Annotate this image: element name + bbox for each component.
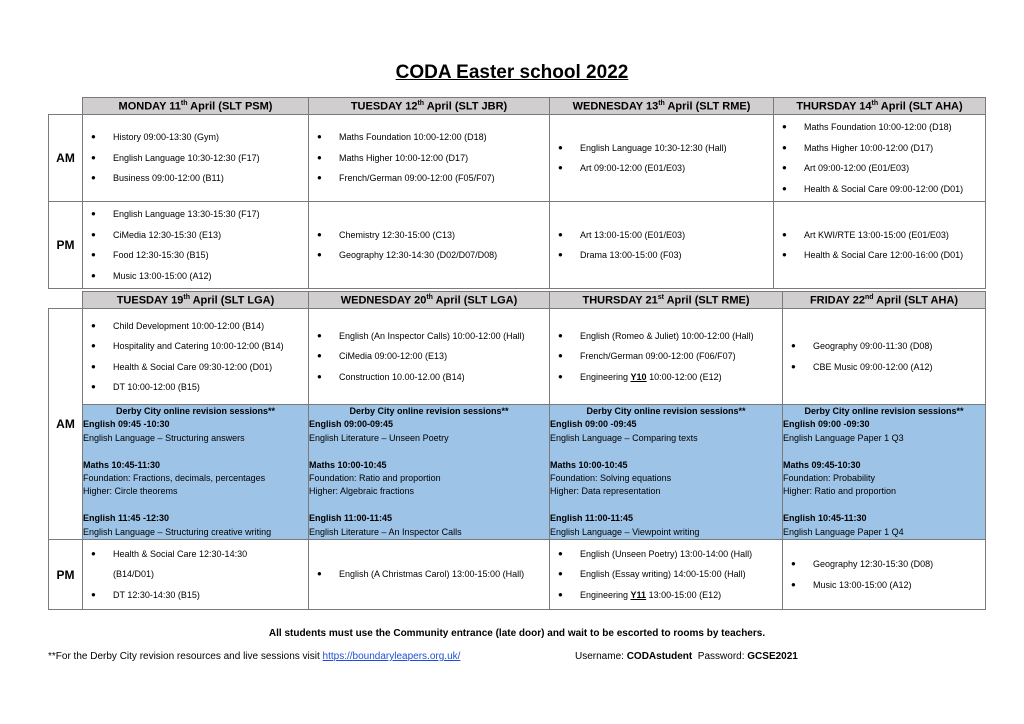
session-topic: English Literature – Unseen Poetry: [309, 432, 449, 443]
session-cell: [774, 115, 986, 202]
session-item: [782, 225, 985, 246]
online-session-block: [309, 459, 549, 499]
session-item: [791, 336, 985, 357]
session-topic: English Language – Structuring answers: [83, 432, 245, 443]
bullet-icon: ●: [317, 173, 322, 183]
online-session-cell: [783, 405, 986, 540]
session-text: English Language 10:30-12:30 (F17): [113, 152, 260, 163]
session-cell: [550, 202, 774, 289]
session-cell: [309, 540, 550, 610]
session-item: [558, 245, 773, 266]
online-session-header: Derby City online revision sessions**: [349, 406, 509, 416]
session-item: [791, 357, 985, 378]
session-item: [91, 564, 308, 585]
revision-resources-link[interactable]: https://boundaryleapers.org.uk/: [322, 651, 461, 662]
week2-am-row: [49, 309, 986, 405]
week1-timetable: [48, 97, 986, 289]
bullet-icon: ●: [91, 173, 96, 183]
bullet-icon: ●: [791, 579, 796, 589]
page-title: CODA Easter school 2022: [395, 62, 629, 83]
session-text: Art 09:00-12:00 (E01/E03): [804, 163, 910, 173]
bullet-icon: ●: [91, 548, 96, 558]
session-text: Hospitality and Catering 10:00-12:00 (B14): [113, 341, 284, 351]
online-session-cell: [309, 405, 550, 540]
entrance-notice: All students must use the Community entrance (late door) and wait to be escorted to rooms by teachers.: [268, 628, 766, 639]
session-item: [91, 336, 308, 357]
bullet-icon: ●: [317, 371, 322, 381]
online-session-cell: [83, 405, 309, 540]
session-item: [317, 564, 549, 585]
bullet-icon: ●: [91, 320, 96, 330]
bullet-icon: ●: [558, 589, 563, 599]
session-text: Art KWI/RTE 13:00-15:00 (E01/E03): [804, 229, 949, 240]
session-item: [782, 179, 985, 200]
bullet-icon: ●: [91, 361, 96, 371]
bullet-icon: ●: [91, 250, 96, 259]
session-text: Health & Social Care 12:30-14:30: [113, 548, 248, 559]
session-item: [91, 127, 308, 148]
online-session-block: [309, 512, 549, 539]
session-item: [317, 225, 549, 246]
resources-text: **For the Derby City revision resources and live sessions visit: [48, 651, 323, 662]
online-session-cell: [550, 405, 783, 540]
pm-label: PM: [49, 540, 83, 610]
session-item: [782, 158, 985, 179]
online-session-block: [83, 459, 308, 499]
day-header: THURSDAY 14th April (SLT AHA): [774, 98, 986, 115]
online-session-block: [783, 512, 985, 539]
session-time: English 11:45 -12:30: [83, 513, 170, 524]
session-item: [782, 245, 985, 266]
session-text: Music 13:00-15:00 (A12): [813, 579, 912, 590]
session-text: Art 13:00-15:00 (E01/E03): [580, 229, 686, 240]
online-session-block: [83, 512, 308, 539]
online-session-header: Derby City online revision sessions**: [804, 406, 964, 416]
session-topic: English Language Paper 1 Q4: [783, 526, 904, 537]
bullet-icon: ●: [558, 351, 563, 361]
session-item: [558, 367, 782, 388]
session-item: [782, 117, 985, 138]
session-text: Health & Social Care 12:00-16:00 (D01): [804, 250, 964, 260]
bullet-icon: ●: [317, 229, 322, 239]
session-topic: English Language – Comparing texts: [550, 432, 698, 443]
bullet-icon: ●: [791, 341, 796, 350]
online-session-block: [783, 418, 985, 445]
bullet-icon: ●: [558, 142, 563, 152]
bullet-icon: ●: [782, 183, 787, 193]
day-header: TUESDAY 12th April (SLT JBR): [309, 98, 550, 115]
session-text: English (Unseen Poetry) 13:00-14:00 (Hall): [580, 548, 753, 559]
session-cell: [309, 202, 550, 289]
username-label: Username:: [575, 651, 627, 662]
bullet-icon: ●: [91, 589, 96, 599]
session-topic: Foundation: Ratio and proportion: [309, 473, 441, 484]
session-time: English 09:00-09:45: [309, 419, 394, 430]
day-header: TUESDAY 19th April (SLT LGA): [83, 292, 309, 309]
resources-note: [48, 651, 460, 662]
username-value: CODAstudent: [626, 651, 693, 662]
bullet-icon: ●: [91, 341, 96, 350]
session-text: Maths Higher 10:00-12:00 (D17): [804, 142, 934, 153]
session-item: [91, 377, 308, 398]
bullet-icon: ●: [791, 559, 796, 569]
session-topic: Foundation: Solving equations: [550, 473, 672, 484]
session-item: [91, 225, 308, 246]
bullet-icon: ●: [558, 371, 563, 381]
bullet-icon: ●: [91, 270, 96, 280]
online-session-block: [783, 459, 985, 499]
session-text: Maths Foundation 10:00-12:00 (D18): [804, 122, 952, 132]
session-time: Maths 10:00-10:45: [309, 459, 387, 470]
week2-timetable: [48, 291, 986, 610]
session-item: [317, 168, 549, 189]
session-item: [91, 168, 308, 189]
online-session-block: [550, 512, 782, 539]
session-topic: English Language – Structuring creative writing: [83, 526, 272, 537]
session-text: Chemistry 12:30-15:00 (C13): [339, 229, 456, 240]
bullet-icon: ●: [317, 569, 322, 579]
session-item: [317, 367, 549, 388]
pm-label: PM: [49, 202, 83, 289]
bullet-icon: ●: [91, 152, 96, 162]
session-text: English (Romeo & Juliet) 10:00-12:00 (Hall): [580, 330, 754, 341]
session-item: [91, 585, 308, 606]
session-text: DT 10:00-12:00 (B15): [113, 382, 200, 392]
session-text: English Language 10:30-12:30 (Hall): [580, 142, 727, 153]
session-text: Child Development 10:00-12:00 (B14): [113, 320, 265, 331]
session-text: English Language 13:30-15:30 (F17): [113, 209, 260, 219]
session-text: DT 12:30-14:30 (B15): [113, 589, 200, 600]
session-text: (B14/D01): [113, 569, 155, 580]
session-time: English 09:00 -09:30: [783, 419, 870, 430]
session-item: [91, 316, 308, 337]
session-item: [91, 148, 308, 169]
session-item: [317, 326, 549, 347]
session-cell: [83, 540, 309, 610]
session-item: [317, 346, 549, 367]
session-item: [317, 148, 549, 169]
session-cell: [309, 115, 550, 202]
session-text: CBE Music 09:00-12:00 (A12): [813, 361, 933, 372]
session-text: Maths Foundation 10:00-12:00 (D18): [339, 132, 487, 143]
session-text: Geography 09:00-11:30 (D08): [813, 341, 933, 351]
session-item: [91, 245, 308, 266]
session-cell: [83, 309, 309, 405]
session-text: History 09:00-13:30 (Gym): [113, 132, 220, 143]
login-credentials: [575, 651, 798, 662]
session-text: Engineering Y11 13:00-15:00 (E12): [580, 589, 722, 600]
session-text: Art 09:00-12:00 (E01/E03): [580, 163, 686, 173]
bullet-icon: ●: [317, 132, 322, 142]
session-item: [91, 357, 308, 378]
bullet-icon: ●: [558, 330, 563, 340]
session-cell: [550, 115, 774, 202]
session-cell: [783, 309, 986, 405]
session-topic: Foundation: Fractions, decimals, percentages: [83, 473, 266, 484]
session-text: English (A Christmas Carol) 13:00-15:00 (Hall): [339, 569, 525, 580]
session-cell: [550, 540, 783, 610]
session-item: [91, 544, 308, 565]
session-item: [91, 204, 308, 225]
online-sessions-row: [49, 405, 986, 540]
session-time: Maths 10:45-11:30: [83, 459, 161, 470]
week1-am-row: [49, 115, 986, 202]
session-item: [791, 554, 985, 575]
session-item: [558, 346, 782, 367]
day-header: MONDAY 11th April (SLT PSM): [83, 98, 309, 115]
session-text: French/German 09:00-12:00 (F06/F07): [580, 351, 736, 362]
session-item: [558, 585, 782, 606]
session-item: [782, 138, 985, 159]
password-label: Password:: [692, 651, 748, 662]
session-item: [558, 225, 773, 246]
session-topic: English Language Paper 1 Q3: [783, 432, 904, 443]
session-text: French/German 09:00-12:00 (F05/F07): [339, 173, 495, 184]
session-text: Music 13:00-15:00 (A12): [113, 270, 212, 281]
session-text: Business 09:00-12:00 (B11): [113, 173, 224, 184]
session-item: [317, 127, 549, 148]
session-text: English (Essay writing) 14:00-15:00 (Hall): [580, 569, 746, 580]
am-label: AM: [49, 309, 83, 540]
session-time: English 10:45-11:30: [783, 513, 867, 524]
online-session-header: Derby City online revision sessions**: [586, 406, 746, 416]
day-header: FRIDAY 22nd April (SLT AHA): [783, 292, 986, 309]
day-header: WEDNESDAY 13th April (SLT RME): [550, 98, 774, 115]
bullet-icon: ●: [558, 548, 563, 558]
bullet-icon: ●: [791, 361, 796, 371]
session-cell: [309, 309, 550, 405]
session-text: Health & Social Care 09:00-12:00 (D01): [804, 183, 964, 194]
session-text: Engineering Y10 10:00-12:00 (E12): [580, 371, 722, 382]
session-topic: Higher: Algebraic fractions: [309, 486, 415, 497]
session-text: Geography 12:30-15:30 (D08): [813, 559, 934, 570]
session-topic: Higher: Circle theorems: [83, 486, 178, 497]
day-header: WEDNESDAY 20th April (SLT LGA): [309, 292, 550, 309]
online-session-block: [550, 418, 782, 445]
bullet-icon: ●: [317, 250, 322, 259]
session-cell: [83, 202, 309, 289]
corner-cell: [49, 292, 83, 309]
session-time: English 09:45 -10:30: [83, 419, 170, 430]
online-session-header: Derby City online revision sessions**: [115, 406, 276, 416]
bullet-icon: ●: [558, 163, 563, 172]
bullet-icon: ●: [317, 351, 322, 361]
session-time: English 09:00 -09:45: [550, 419, 637, 430]
session-topic: Foundation: Probability: [783, 473, 876, 484]
bullet-icon: ●: [91, 229, 96, 239]
day-header: THURSDAY 21st April (SLT RME): [550, 292, 783, 309]
bullet-icon: ●: [782, 142, 787, 152]
session-text: English (An Inspector Calls) 10:00-12:00 (Hall): [339, 330, 525, 341]
session-time: English 11:00-11:45: [550, 513, 634, 524]
session-item: [317, 245, 549, 266]
week2-pm-row: [49, 540, 986, 610]
online-session-block: [83, 418, 308, 445]
session-topic: Higher: Ratio and proportion: [783, 486, 897, 497]
online-session-block: [309, 418, 549, 445]
session-item: [558, 326, 782, 347]
session-text: Food 12:30-15:30 (B15): [113, 250, 209, 260]
bullet-icon: ●: [782, 250, 787, 259]
bullet-icon: ●: [782, 163, 787, 172]
session-text: Drama 13:00-15:00 (F03): [580, 250, 682, 260]
bullet-icon: ●: [558, 250, 563, 259]
session-item: [558, 564, 782, 585]
bullet-icon: ●: [317, 152, 322, 162]
session-item: [91, 266, 308, 287]
bullet-icon: ●: [91, 209, 96, 218]
bullet-icon: ●: [91, 382, 96, 391]
week1-pm-row: [49, 202, 986, 289]
password-value: GCSE2021: [747, 651, 798, 662]
session-time: English 11:00-11:45: [309, 513, 393, 524]
bullet-icon: ●: [317, 330, 322, 340]
session-cell: [783, 540, 986, 610]
session-time: Maths 10:00-10:45: [550, 459, 628, 470]
bullet-icon: ●: [782, 122, 787, 131]
session-text: Health & Social Care 09:30-12:00 (D01): [113, 361, 273, 372]
bullet-icon: ●: [558, 569, 563, 579]
session-cell: [83, 115, 309, 202]
session-text: Maths Higher 10:00-12:00 (D17): [339, 152, 469, 163]
session-topic: English Literature – An Inspector Calls: [309, 526, 462, 537]
online-session-block: [550, 459, 782, 499]
session-topic: English Language – Viewpoint writing: [550, 526, 700, 537]
am-label: AM: [49, 115, 83, 202]
bullet-icon: ●: [91, 132, 96, 142]
session-cell: [774, 202, 986, 289]
session-item: [558, 158, 773, 179]
bullet-icon: ●: [558, 229, 563, 239]
corner-cell: [49, 98, 83, 115]
week2-header-row: [49, 292, 986, 309]
session-text: Construction 10.00-12.00 (B14): [339, 371, 465, 382]
session-cell: [550, 309, 783, 405]
session-item: [791, 575, 985, 596]
session-item: [558, 544, 782, 565]
bullet-icon: ●: [782, 229, 787, 239]
session-time: Maths 09:45-10:30: [783, 459, 861, 470]
session-text: Geography 12:30-14:30 (D02/D07/D08): [339, 250, 498, 260]
session-item: [558, 138, 773, 159]
session-topic: Higher: Data representation: [550, 486, 661, 497]
week1-header-row: [49, 98, 986, 115]
session-text: CiMedia 09:00-12:00 (E13): [339, 351, 448, 362]
session-text: CiMedia 12:30-15:30 (E13): [113, 229, 222, 240]
